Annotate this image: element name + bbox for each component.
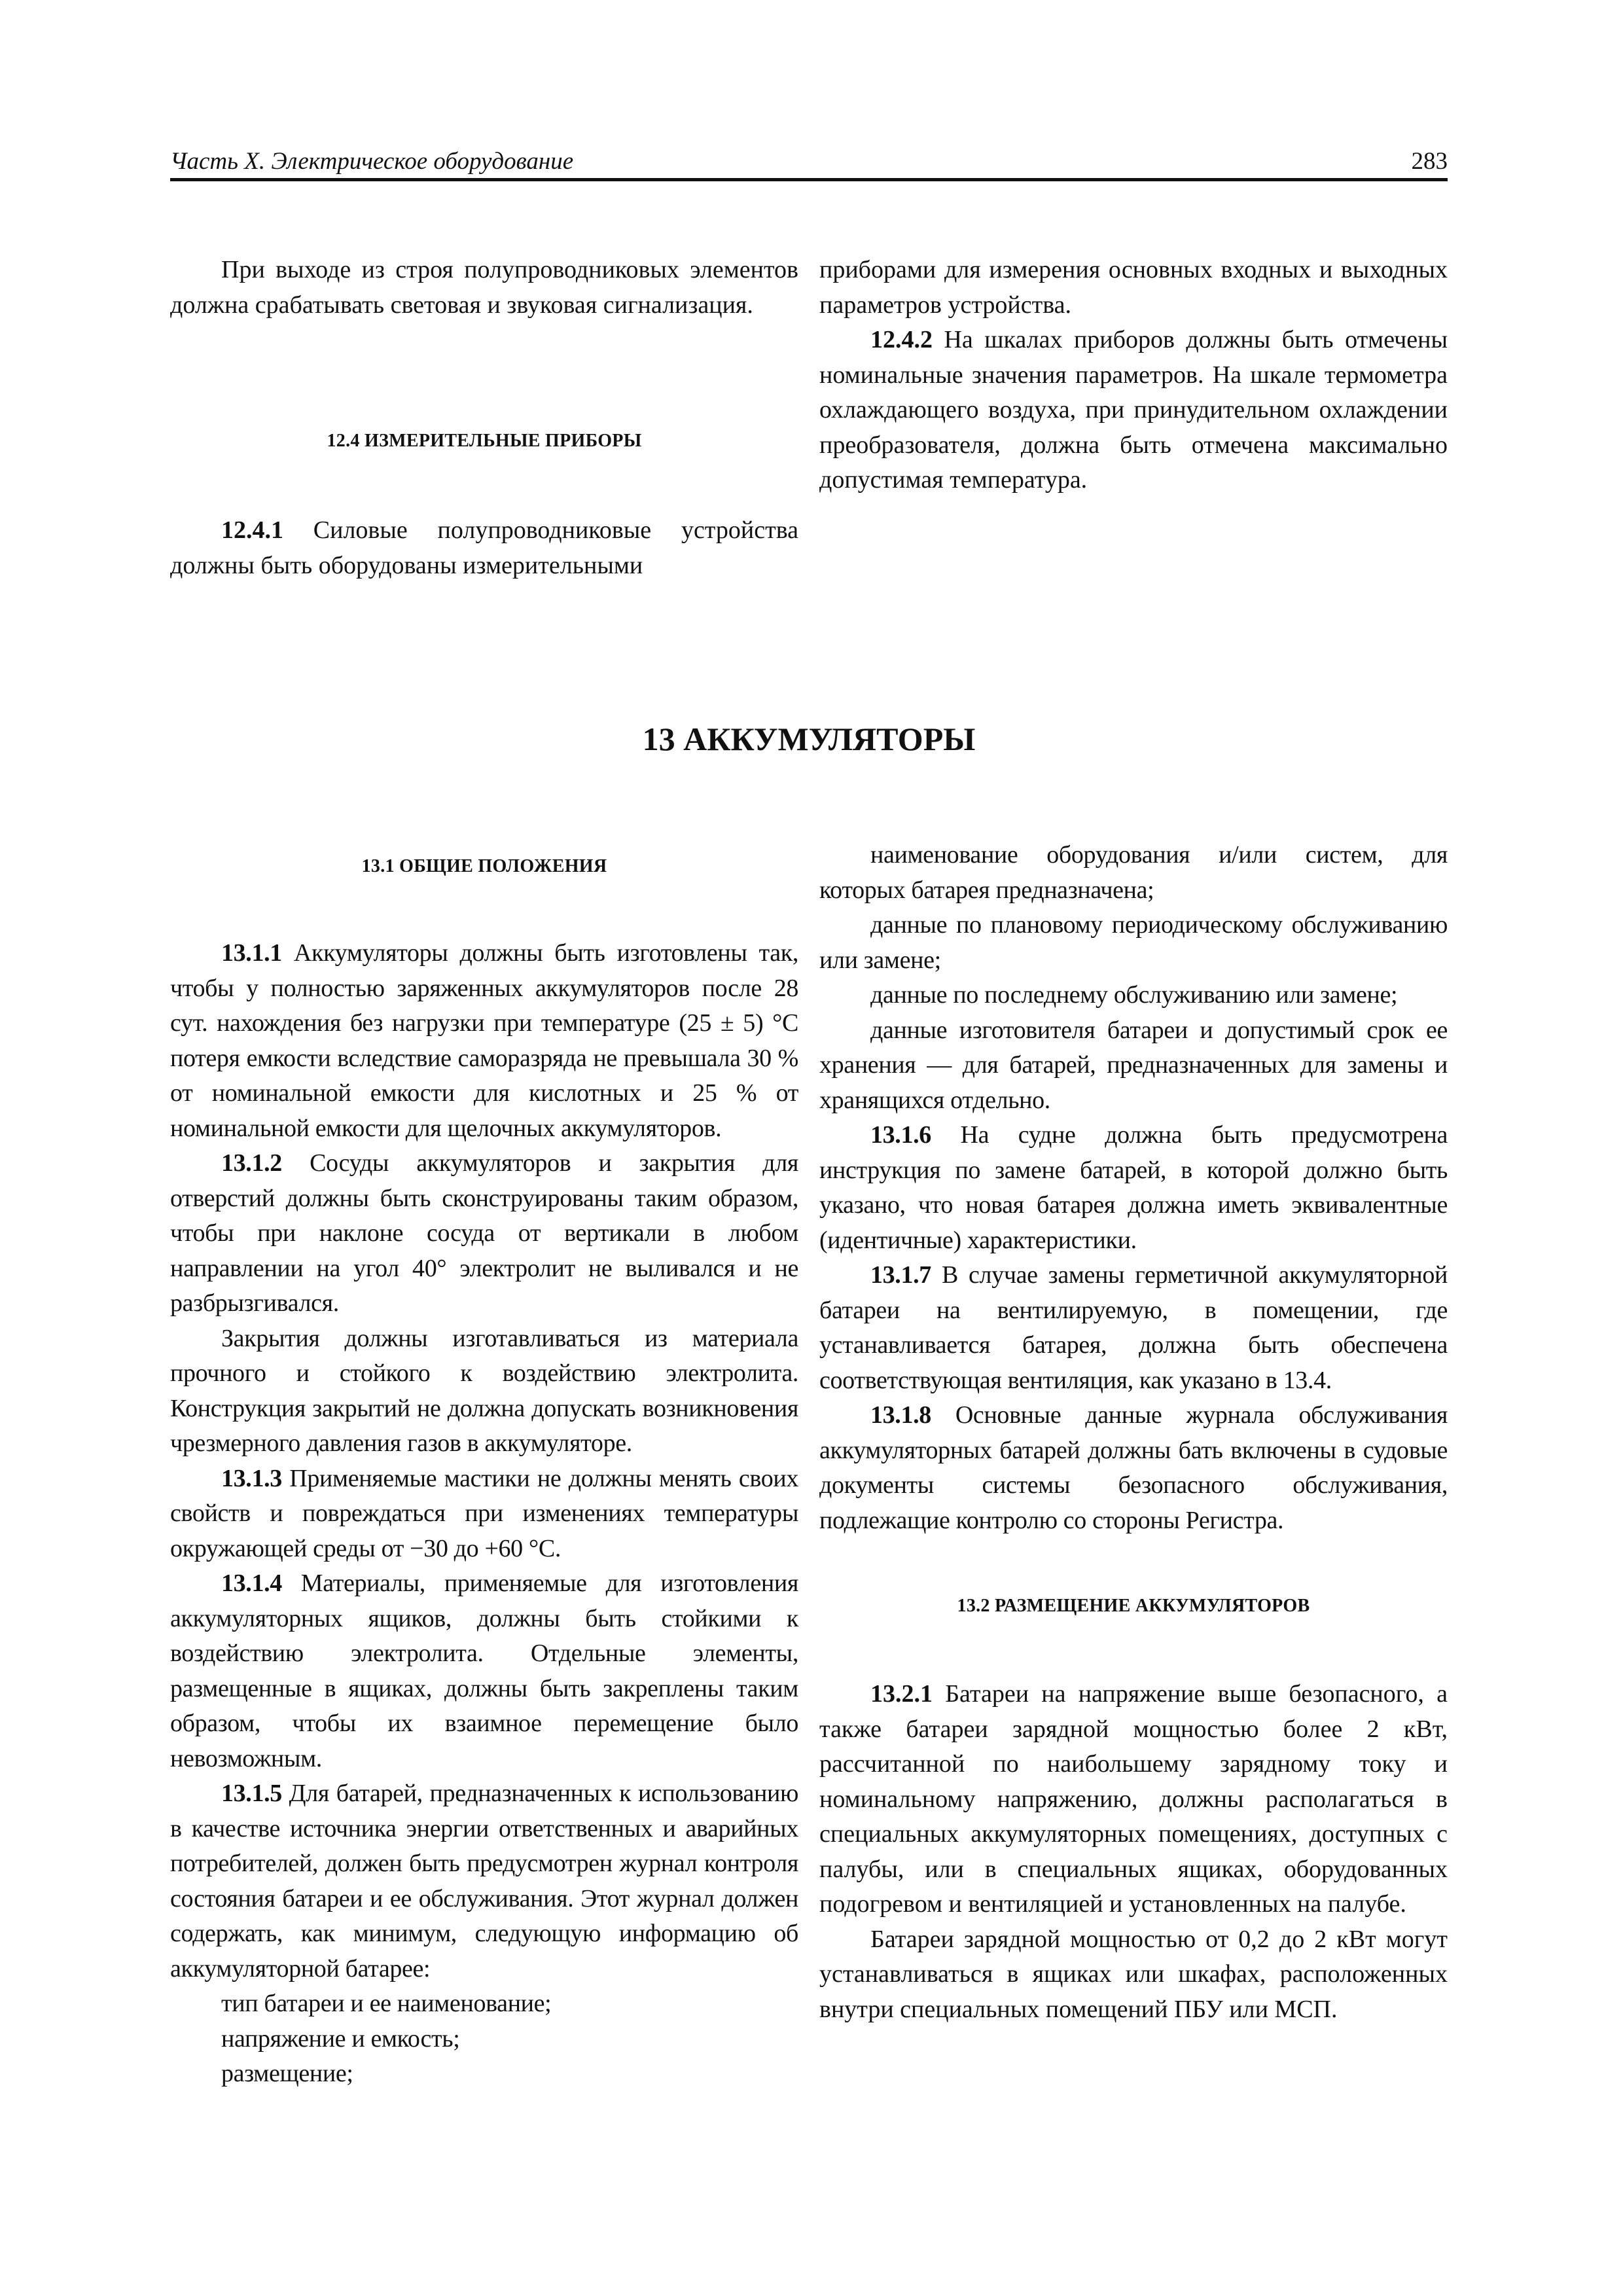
clause-number: 12.4.1 bbox=[221, 516, 283, 544]
clause-number: 13.1.8 bbox=[870, 1401, 931, 1429]
right-column-2 bbox=[819, 1677, 1448, 2027]
list-item: данные по плановому периодическому обслуживанию или замене; bbox=[819, 911, 1448, 974]
clause-text: Силовые полупроводниковые устройства должны быть оборудованы измерительными bbox=[170, 516, 798, 579]
clause-number: 13.1.2 bbox=[221, 1149, 282, 1177]
page-number: 283 bbox=[1411, 148, 1448, 175]
clause-13-1-7 bbox=[819, 1258, 1448, 1398]
clause-number: 13.1.7 bbox=[870, 1261, 931, 1289]
clause-13-1-4 bbox=[170, 1566, 798, 1776]
clause-number: 13.1.6 bbox=[870, 1121, 931, 1149]
list-item: тип батареи и ее наименование; bbox=[221, 1990, 552, 2017]
top-left-column bbox=[170, 253, 798, 323]
clause-number: 13.1.1 bbox=[221, 939, 282, 967]
clause-12-4-1 bbox=[170, 513, 798, 583]
list-item: данные по последнему обслуживанию или замене; bbox=[870, 981, 1398, 1009]
clause-text: В случае замены герметичной аккумуляторной батареи на вентилируемую, в помещении, где устанавливается батарея, должна быть обеспечена соответствующая вентиляция, как указано в 13.4. bbox=[819, 1261, 1448, 1394]
clause-13-2-1 bbox=[819, 1677, 1448, 1922]
section-heading-13-1: 13.1 ОБЩИЕ ПОЛОЖЕНИЯ bbox=[361, 856, 607, 876]
clause-text: Основные данные журнала обслуживания аккумуляторных батарей должны бать включены в судовые документы системы безопасного обслуживания, подлежащие контролю со стороны Регистра. bbox=[819, 1401, 1448, 1534]
clause-number: 12.4.2 bbox=[870, 326, 933, 353]
clause-text: Для батарей, предназначенных к использованию в качестве источника энергии ответственных и аварийных потребителей, должен быть предусмотрен журнал контроля состояния батареи и ее обслуживания. Этот журнал должен содержать, как минимум, следующую информацию об аккумуляторной батарее: bbox=[170, 1780, 798, 1982]
continued-paragraph: приборами для измерения основных входных и выходных параметров устройства. bbox=[819, 256, 1448, 319]
clause-text: Материалы, применяемые для изготовления аккумуляторных ящиков, должны быть стойкими к воздействию электролита. Отдельные элементы, размещенные в ящиках, должны быть закреплены таким образом, чтобы их взаимное перемещение было невозможным. bbox=[170, 1570, 798, 1772]
section-heading-13-2: 13.2 РАЗМЕЩЕНИЕ АККУМУЛЯТОРОВ bbox=[957, 1596, 1310, 1616]
clause-text: На судне должна быть предусмотрена инструкция по замене батарей, в которой должно быть указано, что новая батарея должна иметь эквивалентные (идентичные) характеристики. bbox=[819, 1121, 1448, 1254]
left-column bbox=[170, 936, 798, 2092]
clause-text: Батареи на напряжение выше безопасного, а также батареи зарядной мощностью более 2 кВт, рассчитанной по наибольшему зарядному току и номинальному напряжению, должны располагаться в специальных аккумуляторных помещениях, доступных с палубы, или в специальных ящиках, оборудованных подогревом и вентиляцией и установленных на палубе. bbox=[819, 1680, 1448, 1918]
clause-13-1-8 bbox=[819, 1398, 1448, 1538]
paragraph: Батареи зарядной мощностью от 0,2 до 2 кВт могут устанавливаться в ящиках или шкафах, расположенных внутри специальных помещений ПБУ или МСП. bbox=[819, 1925, 1448, 2023]
top-left-column-2 bbox=[170, 513, 798, 583]
list-item: данные изготовителя батареи и допустимый срок ее хранения — для батарей, предназначенных для замены и хранящихся отдельно. bbox=[819, 1016, 1448, 1114]
clause-13-1-1 bbox=[170, 936, 798, 1146]
running-header-title: Часть X. Электрическое оборудование bbox=[170, 148, 574, 175]
clause-number: 13.2.1 bbox=[870, 1680, 933, 1708]
clause-text: Сосуды аккумуляторов и закрытия для отверстий должны быть сконструированы таким образом, чтобы при наклоне сосуда от вертикали в любом направлении на угол 40° электролит не выливался и не разбрызгивался. bbox=[170, 1149, 798, 1317]
clause-text: Аккумуляторы должны быть изготовлены так, чтобы у полностью заряженных аккумуляторов после 28 сут. нахождения без нагрузки при температуре (25 ± 5) °C потеря емкости вследствие саморазряда не превышала 30 % от номинальной емкости для кислотных и 25 % от номинальной емкости для щелочных аккумуляторов. bbox=[170, 939, 798, 1142]
paragraph: Закрытия должны изготавливаться из материала прочного и стойкого к воздействию электролита. Конструкция закрытий не должна допускать возникновения чрезмерного давления газов в аккумуляторе. bbox=[170, 1324, 798, 1457]
list-item: напряжение и емкость; bbox=[221, 2024, 460, 2053]
clause-12-4-2 bbox=[819, 323, 1448, 498]
clause-text: Применяемые мастики не должны менять своих свойств и повреждаться при изменениях температуры окружающей среды от −30 до +60 °C. bbox=[170, 1464, 798, 1562]
top-right-column bbox=[819, 253, 1448, 498]
clause-13-1-3 bbox=[170, 1462, 798, 1567]
section-heading-12-4: 12.4 ИЗМЕРИТЕЛЬНЫЕ ПРИБОРЫ bbox=[327, 431, 642, 451]
clause-text: На шкалах приборов должны быть отмечены номинальные значения параметров. На шкале термометра охлаждающего воздуха, при принудительном охлаждении преобразователя, должна быть отмечена максимально допустимая температура. bbox=[819, 326, 1448, 493]
clause-number: 13.1.3 bbox=[221, 1464, 282, 1492]
clause-13-1-5 bbox=[170, 1776, 798, 1986]
clause-13-1-6 bbox=[819, 1118, 1448, 1258]
chapter-title: 13 АККУМУЛЯТОРЫ bbox=[642, 721, 976, 757]
right-column bbox=[819, 838, 1448, 1538]
running-header bbox=[170, 139, 1448, 181]
clause-number: 13.1.5 bbox=[221, 1780, 282, 1807]
clause-number: 13.1.4 bbox=[221, 1570, 282, 1597]
paragraph: При выходе из строя полупроводниковых элементов должна срабатывать световая и звуковая сигнализация. bbox=[170, 256, 798, 319]
clause-13-1-2 bbox=[170, 1146, 798, 1321]
list-item: наименование оборудования и/или систем, для которых батарея предназначена; bbox=[819, 841, 1448, 904]
list-item: размещение; bbox=[221, 2060, 353, 2087]
